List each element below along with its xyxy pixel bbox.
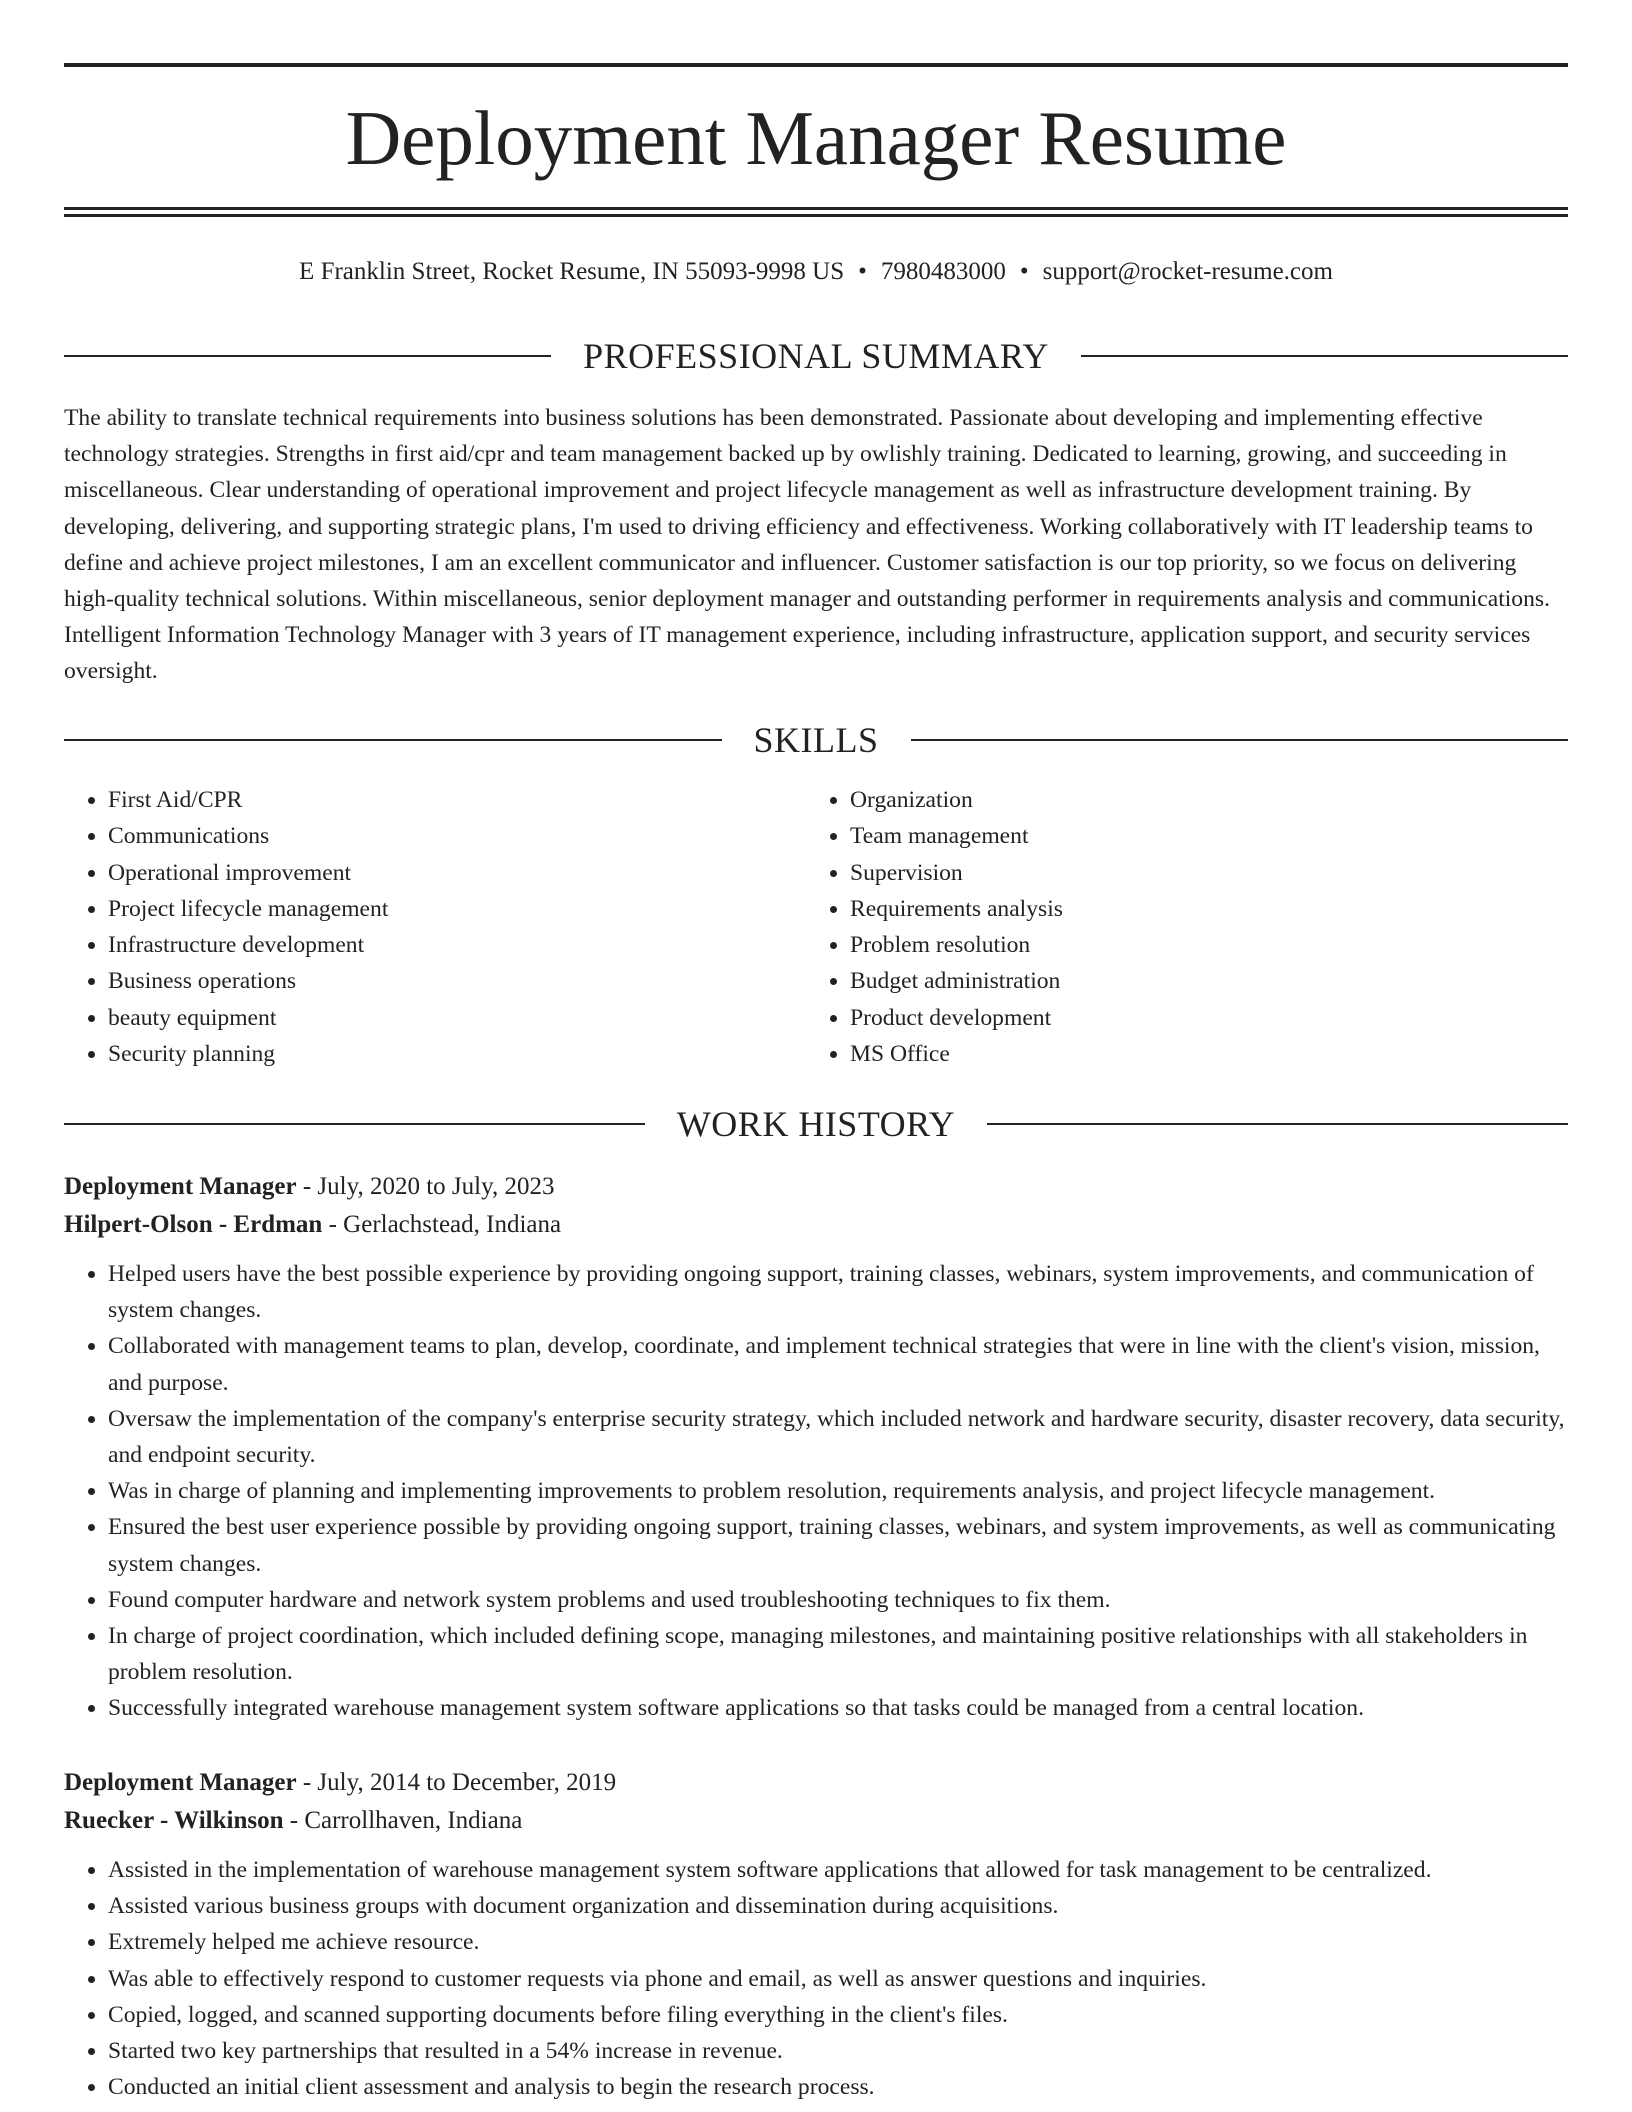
job-title: Deployment Manager	[64, 1173, 297, 1200]
job-bullet: • In charge of project coordination, which included defining scope, managing milestones, and maintaining positive relationships with all stakeholders in problem resolution.	[108, 1618, 1568, 1690]
job-bullet: • Started two key partnerships that resulted in a 54% increase in revenue.	[108, 2033, 1568, 2069]
job-title-line	[64, 1764, 1568, 1802]
job-entry	[64, 1168, 1568, 1727]
job-bullet: • Helped users have the best possible experience by providing ongoing support, training classes, webinars, system improvements, and communication of system changes.	[108, 1256, 1568, 1328]
skill-item: • Infrastructure development	[108, 927, 806, 963]
divider-line	[64, 739, 722, 741]
skill-item: • MS Office	[850, 1036, 1548, 1072]
job-bullet: • Found computer hardware and network system problems and used troubleshooting techniques to fix them.	[108, 1582, 1568, 1618]
divider-line	[911, 739, 1569, 741]
skill-item: • Project lifecycle management	[108, 891, 806, 927]
summary-heading-label: PROFESSIONAL SUMMARY	[583, 336, 1049, 376]
page-title: Deployment Manager Resume	[345, 95, 1287, 181]
skills-column-left	[64, 782, 806, 1072]
job-title: Deployment Manager	[64, 1769, 297, 1796]
contact-separator: •	[858, 258, 867, 285]
skill-item: • Supervision	[850, 855, 1548, 891]
divider-line	[64, 355, 551, 357]
job-bullet: • Assisted in the implementation of warehouse management system software applications that allowed for task management to be centralized.	[108, 1852, 1568, 1888]
skill-item: • Communications	[108, 818, 806, 854]
job-dates: - July, 2020 to July, 2023	[296, 1173, 555, 1200]
work-history-heading-label: WORK HISTORY	[676, 1104, 956, 1144]
job-company-line	[64, 1206, 1568, 1244]
job-bullets	[64, 1256, 1568, 1727]
skill-item: • Operational improvement	[108, 855, 806, 891]
skill-item: • Requirements analysis	[850, 891, 1548, 927]
summary-text: The ability to translate technical requirements into business solutions has been demonstrated. Passionate about developing and implementing effective technology strategies. Strengths in first aid/cpr and team management backed up by owlishly training. Dedicated to learning, growing, and succeeding in miscellaneous. Clear understanding of operational improvement and project lifecycle management as well as infrastructure development training. By developing, delivering, and supporting strategic plans, I'm used to driving efficiency and effectiveness. Working collaboratively with IT leadership teams to define and achieve project milestones, I am an excellent communicator and influencer. Customer satisfaction is our top priority, so we focus on delivering high-quality technical solutions. Within miscellaneous, senior deployment manager and outstanding performer in requirements analysis and communications. Intelligent Information Technology Manager with 3 years of IT management experience, including infrastructure, application support, and security services oversight.	[64, 405, 1550, 685]
title-double-rule	[64, 207, 1568, 217]
skill-item: • beauty equipment	[108, 1000, 806, 1036]
job-company-line	[64, 1802, 1568, 1840]
job-bullet: • Was in charge of planning and implementing improvements to problem resolution, requirements analysis, and project lifecycle management.	[108, 1473, 1568, 1509]
summary-heading	[64, 334, 1568, 378]
divider-line	[64, 1123, 645, 1125]
skills-column-right	[806, 782, 1548, 1072]
job-entry	[64, 1764, 1568, 2105]
job-location: - Gerlachstead, Indiana	[322, 1211, 562, 1238]
contact-line	[64, 255, 1568, 289]
job-title-line	[64, 1168, 1568, 1206]
job-company: Ruecker - Wilkinson	[64, 1807, 284, 1834]
skill-item: • Organization	[850, 782, 1548, 818]
skill-item: • Team management	[850, 818, 1548, 854]
job-location: - Carrollhaven, Indiana	[283, 1807, 523, 1834]
skill-item: • Budget administration	[850, 963, 1548, 999]
job-bullet: • Copied, logged, and scanned supporting documents before filing everything in the client's files.	[108, 1997, 1568, 2033]
contact-email: support@rocket-resume.com	[1042, 258, 1333, 285]
divider-line	[987, 1123, 1568, 1125]
job-bullet: • Extremely helped me achieve resource.	[108, 1924, 1568, 1960]
job-dates: - July, 2014 to December, 2019	[296, 1769, 617, 1796]
skill-item: • Product development	[850, 1000, 1548, 1036]
job-company: Hilpert-Olson - Erdman	[64, 1211, 323, 1238]
skill-item: • Business operations	[108, 963, 806, 999]
job-bullet: • Collaborated with management teams to plan, develop, coordinate, and implement technical strategies that were in line with the client's vision, mission, and purpose.	[108, 1328, 1568, 1400]
skills-heading	[64, 718, 1568, 762]
job-bullet: • Successfully integrated warehouse management system software applications so that tasks could be managed from a central location.	[108, 1690, 1568, 1726]
skills-heading-label: SKILLS	[753, 720, 879, 760]
job-bullet: • Was able to effectively respond to customer requests via phone and email, as well as answer questions and inquiries.	[108, 1961, 1568, 1997]
job-bullets	[64, 1852, 1568, 2105]
divider-line	[1081, 355, 1568, 357]
contact-address: E Franklin Street, Rocket Resume, IN 55093-9998 US	[299, 258, 845, 285]
skill-item: • First Aid/CPR	[108, 782, 806, 818]
job-bullet: • Oversaw the implementation of the company's enterprise security strategy, which included network and hardware security, disaster recovery, data security, and endpoint security.	[108, 1401, 1568, 1473]
contact-separator: •	[1019, 258, 1029, 285]
job-bullet: • Assisted various business groups with document organization and dissemination during acquisitions.	[108, 1888, 1568, 1924]
skill-item: • Security planning	[108, 1036, 806, 1072]
top-rule	[64, 63, 1568, 67]
job-bullet: • Ensured the best user experience possible by providing ongoing support, training classes, webinars, and system improvements, as well as communicating system changes.	[108, 1509, 1568, 1581]
job-bullet: • Conducted an initial client assessment and analysis to begin the research process.	[108, 2069, 1568, 2105]
contact-phone: 7980483000	[880, 258, 1006, 285]
skill-item: • Problem resolution	[850, 927, 1548, 963]
work-history-heading	[64, 1102, 1568, 1146]
skills-list	[64, 782, 1568, 1072]
